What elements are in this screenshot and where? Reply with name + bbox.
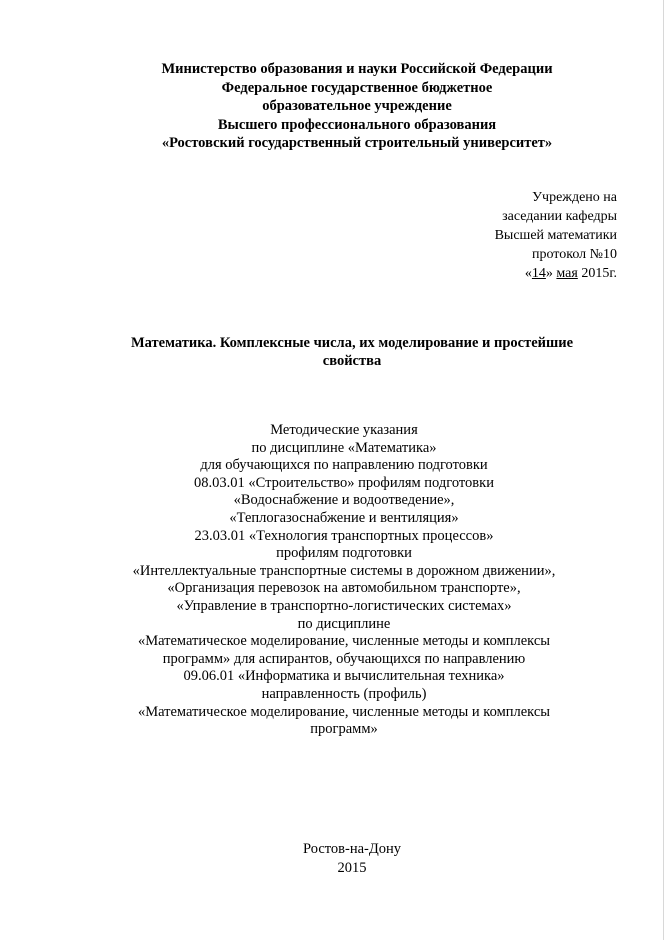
body-line: 09.06.01 «Информатика и вычислительная техника» — [183, 668, 505, 685]
header-line-university: «Ростовский государственный строительный университет» — [161, 135, 553, 152]
body-line: программ» для аспирантов, обучающихся по направлению — [162, 650, 526, 667]
body-line: для обучающихся по направлению подготовки — [200, 457, 488, 474]
body-line: 23.03.01 «Технология транспортных процессов» — [194, 527, 494, 544]
title-line-2: свойства — [322, 353, 382, 369]
approval-date — [357, 264, 617, 283]
ministry-header — [30, 60, 664, 153]
footer-year: 2015 — [337, 860, 367, 876]
body-line: профилям подготовки — [276, 545, 412, 562]
approval-line-department: Высшей математики — [494, 228, 617, 243]
body-line: направленность (профиль) — [261, 685, 427, 702]
approval-line-meeting: заседании кафедры — [502, 209, 617, 224]
title-line-1: Математика. Комплексные числа, их моделирование и простейшие — [130, 335, 574, 351]
date-month: мая — [556, 266, 578, 281]
header-line-higher-education: Высшего профессионального образования — [217, 116, 497, 133]
body-line: программ» — [310, 721, 378, 738]
approval-block — [357, 188, 617, 283]
document-footer — [20, 840, 664, 878]
body-line: «Математическое моделирование, численные методы и комплексы — [137, 633, 551, 650]
header-line-federal: Федеральное государственное бюджетное — [221, 79, 493, 96]
date-day: 14 — [531, 266, 546, 281]
body-line: «Водоснабжение и водоотведение», — [233, 492, 455, 509]
header-line-ministry: Министерство образования и науки Российской Федерации — [161, 61, 553, 77]
document-title — [20, 334, 664, 370]
footer-city: Ростов-на-Дону — [303, 841, 401, 857]
body-line: «Организация перевозок на автомобильном транспорте», — [167, 580, 521, 597]
approval-line-protocol: протокол №10 — [532, 247, 617, 262]
body-line: по дисциплине — [297, 615, 391, 632]
body-line: «Математическое моделирование, численные методы и комплексы — [137, 703, 551, 720]
header-line-institution: образовательное учреждение — [262, 98, 452, 115]
date-open-quote: « — [524, 266, 532, 281]
date-year: 2015г. — [577, 266, 617, 281]
body-line: «Управление в транспортно-логистических системах» — [176, 597, 512, 614]
approval-line-established: Учреждено на — [532, 190, 617, 205]
body-line: «Теплогазоснабжение и вентиляция» — [229, 509, 459, 526]
body-line: Методические указания — [270, 422, 418, 438]
body-line: 08.03.01 «Строительство» профилям подготовки — [194, 474, 494, 491]
body-line: «Интеллектуальные транспортные системы в дорожном движении», — [132, 562, 556, 579]
date-close-quote: » — [545, 266, 557, 281]
body-line: по дисциплине «Математика» — [251, 439, 437, 456]
guidelines-description — [12, 422, 664, 739]
